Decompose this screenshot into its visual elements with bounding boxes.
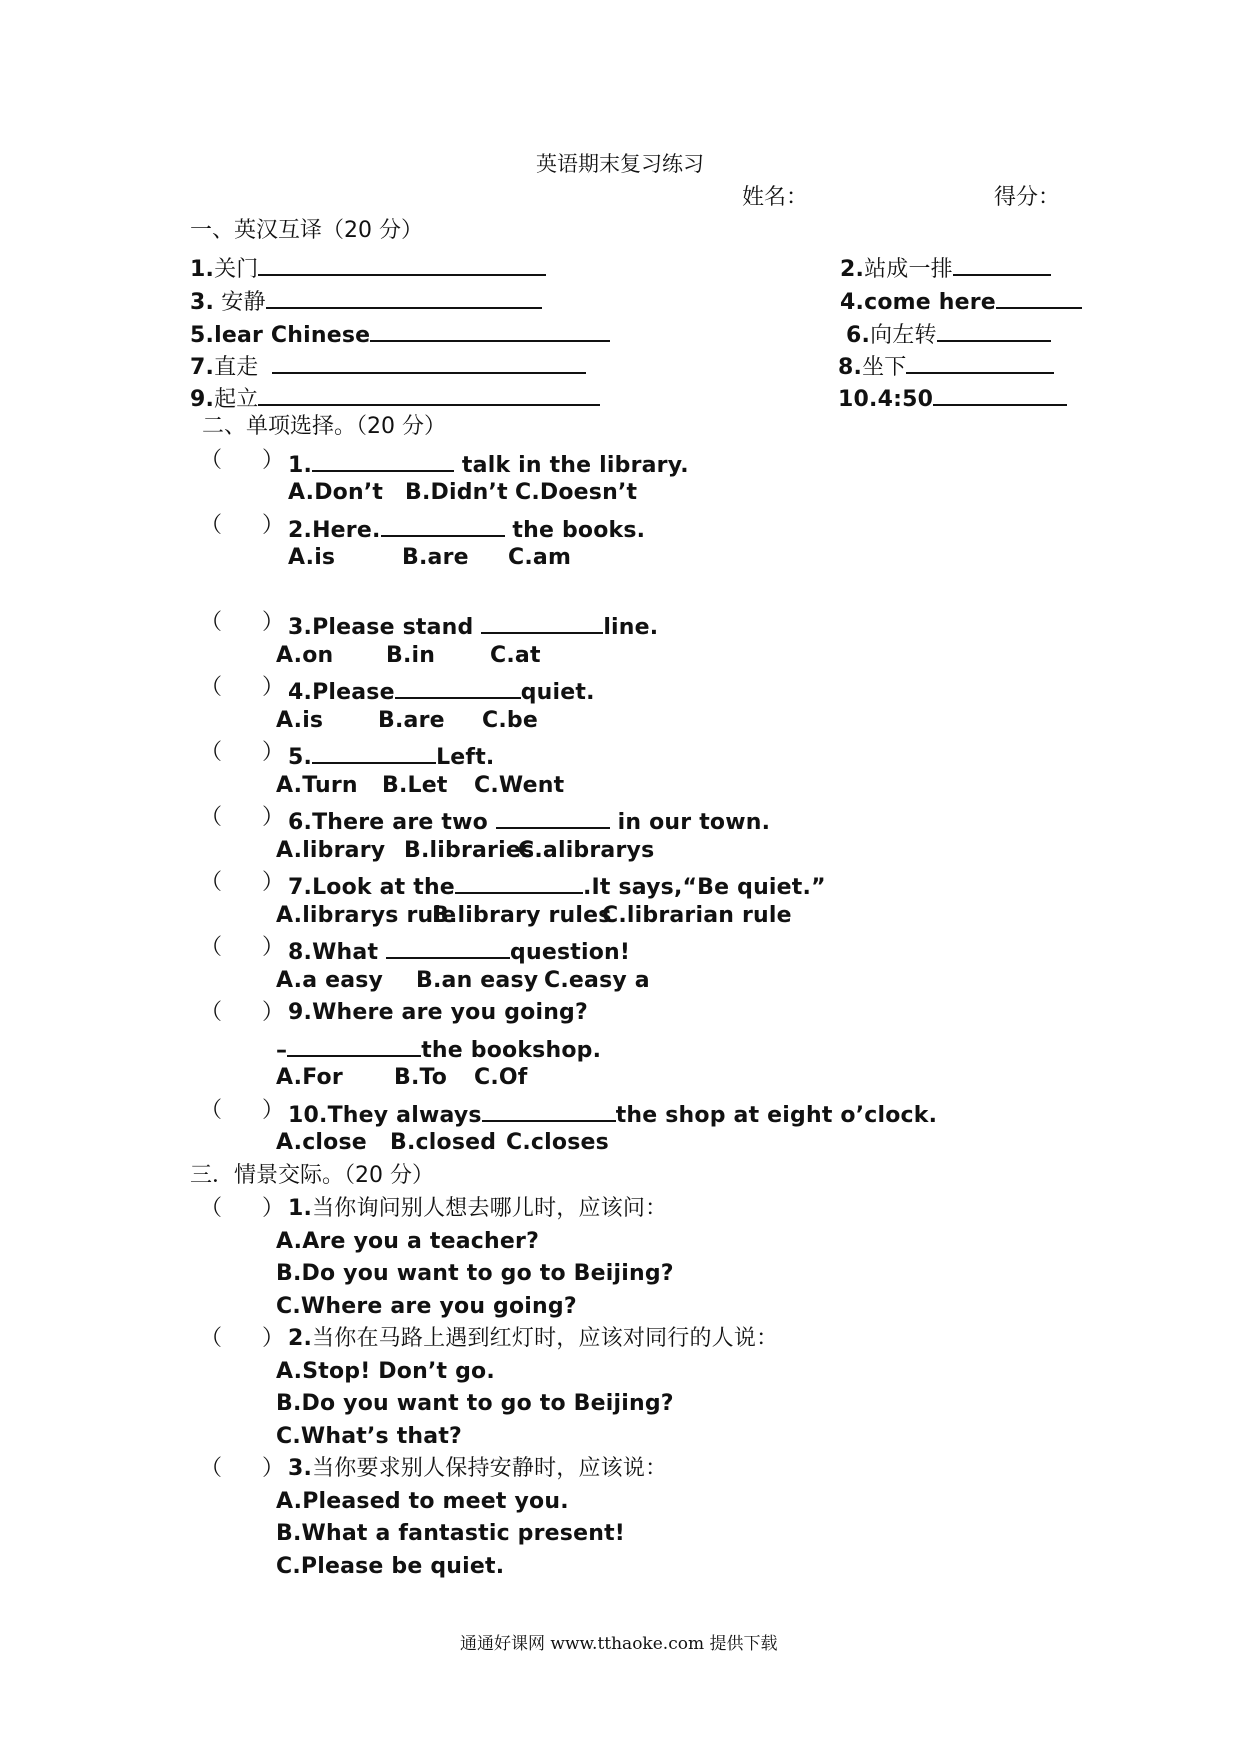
translate-item-9: 9.起立 bbox=[190, 384, 600, 411]
choice-option: B.To bbox=[394, 1065, 448, 1090]
choice-option: B.library rules bbox=[432, 903, 612, 928]
paren-left: （ bbox=[200, 1098, 223, 1123]
choice-option: C.alibrarys bbox=[518, 838, 655, 863]
choice-option: A.on bbox=[276, 643, 334, 668]
paren-left: （ bbox=[200, 1000, 223, 1025]
paren-left: （ bbox=[200, 870, 223, 895]
paren-right: ） bbox=[262, 870, 285, 895]
choice-question: 6.There are two in our town. bbox=[288, 807, 770, 834]
choice-option: C.at bbox=[490, 643, 541, 668]
translate-item-2: 2.站成一排 bbox=[840, 254, 1051, 281]
paren-right: ） bbox=[262, 1456, 285, 1481]
section1-heading: 一、英汉互译（20 分） bbox=[190, 218, 423, 243]
answer-blank[interactable] bbox=[455, 872, 583, 894]
answer-blank[interactable] bbox=[258, 254, 546, 276]
choice-question: 8.What question! bbox=[288, 937, 630, 964]
paren-right: ） bbox=[262, 805, 285, 830]
section2-heading: 二、单项选择。（20 分） bbox=[202, 414, 446, 439]
choice-option: B.Do you want to go to Beijing? bbox=[276, 1391, 674, 1416]
choice-option: C.be bbox=[482, 708, 538, 733]
situation-question: 1.当你询问别人想去哪儿时，应该问： bbox=[288, 1196, 668, 1221]
situation-question: 3.当你要求别人保持安静时，应该说： bbox=[288, 1456, 668, 1481]
answer-blank[interactable] bbox=[933, 384, 1067, 406]
choice-option: C.am bbox=[508, 545, 572, 570]
choice-option: B.Didn’t bbox=[405, 480, 508, 505]
answer-blank[interactable] bbox=[258, 384, 600, 406]
choice-option: A.Stop! Don’t go. bbox=[276, 1359, 495, 1384]
choice-option: B.an easy bbox=[416, 968, 539, 993]
footer-credit: 通通好课网 www.tthaoke.com 提供下载 bbox=[460, 1634, 778, 1654]
choice-option: B.are bbox=[402, 545, 469, 570]
answer-blank[interactable] bbox=[496, 807, 610, 829]
choice-option: C.Where are you going? bbox=[276, 1294, 577, 1319]
answer-blank[interactable] bbox=[395, 677, 521, 699]
paren-right: ） bbox=[262, 513, 285, 538]
paren-right: ） bbox=[262, 1326, 285, 1351]
choice-option: C.closes bbox=[506, 1130, 609, 1155]
answer-blank[interactable] bbox=[272, 352, 586, 374]
paren-left: （ bbox=[200, 448, 223, 473]
answer-blank[interactable] bbox=[312, 742, 436, 764]
translate-item-3: 3. 安静 bbox=[190, 287, 542, 314]
choice-option: C.Went bbox=[474, 773, 565, 798]
choice-option: C.easy a bbox=[544, 968, 650, 993]
answer-blank[interactable] bbox=[312, 450, 454, 472]
choice-option: B.closed bbox=[390, 1130, 497, 1155]
choice-question: 1. talk in the library. bbox=[288, 450, 689, 477]
paren-left: （ bbox=[200, 675, 223, 700]
choice-option: A.Pleased to meet you. bbox=[276, 1489, 569, 1514]
paren-right: ） bbox=[262, 610, 285, 635]
choice-question: 4.Please quiet. bbox=[288, 677, 595, 704]
choice-question: 10.They always the shop at eight o’clock. bbox=[288, 1100, 937, 1127]
choice-question: 3.Please stand line. bbox=[288, 612, 658, 639]
situation-question: 2.当你在马路上遇到红灯时，应该对同行的人说： bbox=[288, 1326, 779, 1351]
answer-blank[interactable] bbox=[996, 287, 1082, 309]
translate-item-4: 4.come here bbox=[840, 287, 1082, 314]
answer-blank[interactable] bbox=[381, 515, 505, 537]
answer-blank[interactable] bbox=[266, 287, 542, 309]
translate-item-10: 10.4:50 bbox=[838, 384, 1067, 411]
answer-blank[interactable] bbox=[386, 937, 510, 959]
choice-question: 7.Look at the .It says,“Be quiet.” bbox=[288, 872, 826, 899]
choice-option: C.Doesn’t bbox=[515, 480, 638, 505]
answer-blank[interactable] bbox=[937, 320, 1051, 342]
choice-option: A.close bbox=[276, 1130, 367, 1155]
paren-left: （ bbox=[200, 1456, 223, 1481]
choice-option: B.Do you want to go to Beijing? bbox=[276, 1261, 674, 1286]
paren-left: （ bbox=[200, 1326, 223, 1351]
answer-blank[interactable] bbox=[906, 352, 1054, 374]
name-label: 姓名： bbox=[742, 185, 809, 210]
paren-left: （ bbox=[200, 805, 223, 830]
section3-heading: 三．情景交际。（20 分） bbox=[190, 1163, 434, 1188]
page-title: 英语期末复习练习 bbox=[536, 152, 704, 176]
choice-option: A.a easy bbox=[276, 968, 384, 993]
choice-option: C.librarian rule bbox=[602, 903, 792, 928]
paren-right: ） bbox=[262, 675, 285, 700]
choice-option: A.Don’t bbox=[288, 480, 384, 505]
paren-right: ） bbox=[262, 1000, 285, 1025]
choice-option: A.library bbox=[276, 838, 386, 863]
choice-question: 9.Where are you going? bbox=[288, 1000, 588, 1025]
translate-item-8: 8.坐下 bbox=[838, 352, 1054, 379]
choice-option: A.librarys rule bbox=[276, 903, 457, 928]
score-label: 得分： bbox=[994, 185, 1061, 210]
choice-option: C.Please be quiet. bbox=[276, 1554, 505, 1579]
choice-question: 2.Here. the books. bbox=[288, 515, 645, 542]
choice-option: B.What a fantastic present! bbox=[276, 1521, 626, 1546]
paren-left: （ bbox=[200, 935, 223, 960]
paren-left: （ bbox=[200, 740, 223, 765]
translate-item-5: 5.lear Chinese bbox=[190, 320, 610, 347]
choice-option: B.libraries bbox=[404, 838, 535, 863]
paren-right: ） bbox=[262, 1098, 285, 1123]
choice-option: A.For bbox=[276, 1065, 343, 1090]
choice-question: 5. Left. bbox=[288, 742, 494, 769]
paren-right: ） bbox=[262, 448, 285, 473]
paren-left: （ bbox=[200, 513, 223, 538]
choice-answer-line: – the bookshop. bbox=[276, 1035, 601, 1062]
answer-blank[interactable] bbox=[953, 254, 1051, 276]
paren-left: （ bbox=[200, 1196, 223, 1221]
choice-option: A.Are you a teacher? bbox=[276, 1229, 540, 1254]
translate-item-6: 6.向左转 bbox=[846, 320, 1051, 347]
choice-option: B.Let bbox=[382, 773, 448, 798]
choice-option: C.What’s that? bbox=[276, 1424, 463, 1449]
paren-right: ） bbox=[262, 740, 285, 765]
answer-blank[interactable] bbox=[287, 1035, 421, 1057]
choice-option: A.is bbox=[276, 708, 324, 733]
paren-right: ） bbox=[262, 935, 285, 960]
choice-option: B.are bbox=[378, 708, 445, 733]
paren-right: ） bbox=[262, 1196, 285, 1221]
choice-option: B.in bbox=[386, 643, 436, 668]
answer-blank[interactable] bbox=[481, 612, 603, 634]
answer-blank[interactable] bbox=[370, 320, 610, 342]
choice-option: A.Turn bbox=[276, 773, 358, 798]
translate-item-1: 1.关门 bbox=[190, 254, 546, 281]
translate-item-7: 7.直走 bbox=[190, 352, 586, 379]
choice-option: C.Of bbox=[474, 1065, 528, 1090]
answer-blank[interactable] bbox=[482, 1100, 616, 1122]
paren-left: （ bbox=[200, 610, 223, 635]
choice-option: A.is bbox=[288, 545, 336, 570]
